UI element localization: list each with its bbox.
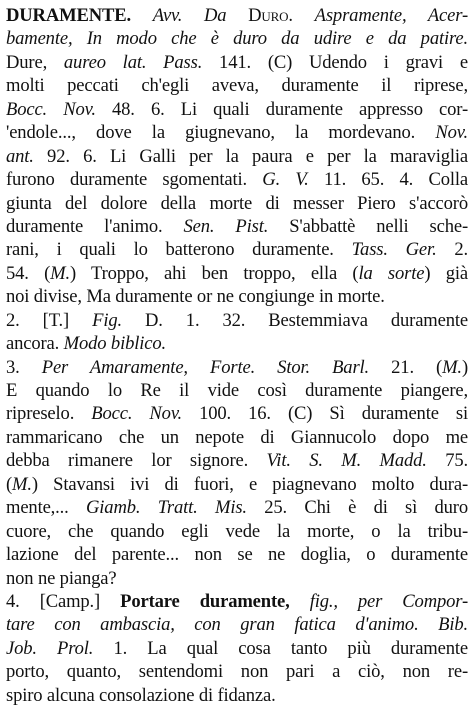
text-run (131, 5, 153, 26)
headword: DURAMENTE. (6, 5, 132, 26)
text-line (6, 4, 468, 27)
text-run: molti peccati ch'egli aveva, duramente il riprese, (6, 75, 468, 97)
text-run: porto, quanto, sentendomi non pari a ciò, non re- (6, 661, 468, 683)
text-line (6, 637, 468, 660)
text-run: Bocc. Nov. (91, 403, 183, 425)
text-run: fig., per Compor- (309, 590, 469, 612)
text-run: 2. (436, 239, 468, 261)
text-run: 25. Chi è di sì duro (246, 497, 468, 519)
text-run: M. (442, 356, 462, 378)
text-run: Portare duramente, (120, 590, 290, 612)
text-run: bamente, In modo che è duro da udire e da patire. (6, 28, 468, 50)
text-line (6, 379, 468, 402)
text-run: 75. (426, 450, 468, 472)
text-line (6, 520, 468, 543)
text-run: 3. (6, 356, 42, 378)
text-run: ripreselo. (6, 403, 92, 425)
text-run (290, 591, 310, 612)
text-run: rammaricano che un nepote di Giannucolo dopo me (6, 426, 468, 448)
text-run: 1. La qual cosa tanto più duramente (93, 637, 468, 659)
text-run: 92. 6. Li Galli per la paura e per la maraviglia (33, 145, 468, 167)
dictionary-entry (6, 4, 468, 707)
text-run: noi divise, Ma duramente or ne congiunge in morte. (6, 286, 385, 308)
text-line (6, 332, 468, 355)
text-line (6, 145, 468, 168)
text-line (6, 309, 468, 332)
text-line (6, 168, 468, 191)
text-line (6, 262, 468, 285)
text-run: Nov. (435, 122, 468, 144)
text-run: debba rimanere lor signore. (6, 450, 267, 472)
text-line (6, 613, 468, 636)
text-run: 141. (C) Udendo i gravi e (202, 51, 469, 73)
text-run: 11. 65. 4. Colla (308, 169, 468, 191)
text-line (6, 356, 468, 379)
text-run: M. (50, 262, 71, 284)
text-run: Vit. S. M. Madd. (266, 450, 427, 472)
text-run: D. 1. 32. Bestemmiava duramente (121, 309, 468, 331)
text-run: 100. 16. (C) Sì duramente si (182, 403, 468, 425)
text-line (6, 51, 468, 74)
text-run: 21. ( (369, 356, 443, 378)
text-run: duramente l'animo. (6, 215, 184, 237)
text-line (6, 27, 468, 50)
text-run: mente,... (6, 497, 87, 519)
text-run: ancora. (6, 333, 64, 355)
text-run: Giamb. Tratt. Mis. (86, 497, 247, 519)
text-line (6, 473, 468, 496)
text-line (6, 496, 468, 519)
text-run: 2. [T.] (6, 309, 93, 331)
text-run: Aspramente, Acer- (314, 5, 469, 26)
text-run: Fig. (92, 309, 122, 331)
text-run: E quando lo Re il vide così duramente piangere, (6, 380, 468, 401)
text-run: tare con ambascia, con gran fatica d'animo. Bib. (6, 614, 468, 636)
text-run: M. (12, 473, 32, 495)
text-run: lazione del parente... non se ne doglia, o duramente (6, 544, 468, 566)
text-line (6, 192, 468, 215)
text-line (6, 98, 468, 121)
text-run: 4. [Camp.] (6, 590, 121, 612)
text-run: Tass. Ger. (351, 239, 437, 261)
text-line (6, 426, 468, 449)
text-run: rani, i quali lo batterono duramente. (6, 239, 352, 261)
text-line (6, 567, 468, 590)
text-run: 54. ( (6, 262, 51, 284)
text-line (6, 660, 468, 683)
text-line (6, 543, 468, 566)
text-run: ) già (424, 262, 469, 284)
text-run: Duro (226, 5, 289, 26)
text-line (6, 449, 468, 472)
text-run: Avv. Da (152, 5, 227, 26)
text-line (6, 121, 468, 144)
text-run: 'endole..., dove la giugnevano, la mordevano. (6, 122, 436, 144)
text-run: aureo lat. Pass. (63, 51, 203, 73)
text-run: S'abbattè nelli sche- (268, 215, 468, 237)
text-run: Dure, (6, 51, 64, 73)
text-run: la sorte (358, 262, 425, 284)
text-run: G. V. (262, 169, 309, 191)
text-run: Per Amaramente, Forte. Stor. Barl. (41, 356, 370, 378)
text-line (6, 402, 468, 425)
text-line (6, 590, 468, 613)
text-run: ant. (6, 145, 34, 167)
text-line (6, 74, 468, 97)
text-run: Sen. Pist. (183, 215, 269, 237)
text-run: Modo biblico. (63, 333, 167, 355)
text-run: spiro alcuna consolazione di fidanza. (6, 684, 276, 706)
text-line (6, 215, 468, 238)
text-line (6, 285, 468, 308)
text-run: ) (461, 356, 468, 378)
text-run: non ne pianga? (6, 567, 117, 589)
text-run: giunta del dolore della morte di messer Piero s'accorò (6, 192, 468, 214)
text-run: cuore, che quando egli vede la morte, o la tribu- (6, 520, 468, 542)
text-run: Job. Prol. (6, 637, 94, 659)
text-run: ( (6, 473, 13, 495)
text-run: Bocc. Nov. (6, 98, 96, 120)
text-line (6, 238, 468, 261)
text-run: ) Troppo, ahi ben troppo, ella ( (70, 262, 359, 284)
text-run: . (288, 5, 315, 26)
text-line (6, 684, 468, 707)
text-run: ) Stavansi ivi di fuori, e piagnevano molto dura- (31, 473, 468, 495)
text-run: furono duramente sgomentati. (6, 169, 263, 191)
text-run: 48. 6. Li quali duramente appresso cor- (95, 98, 468, 120)
